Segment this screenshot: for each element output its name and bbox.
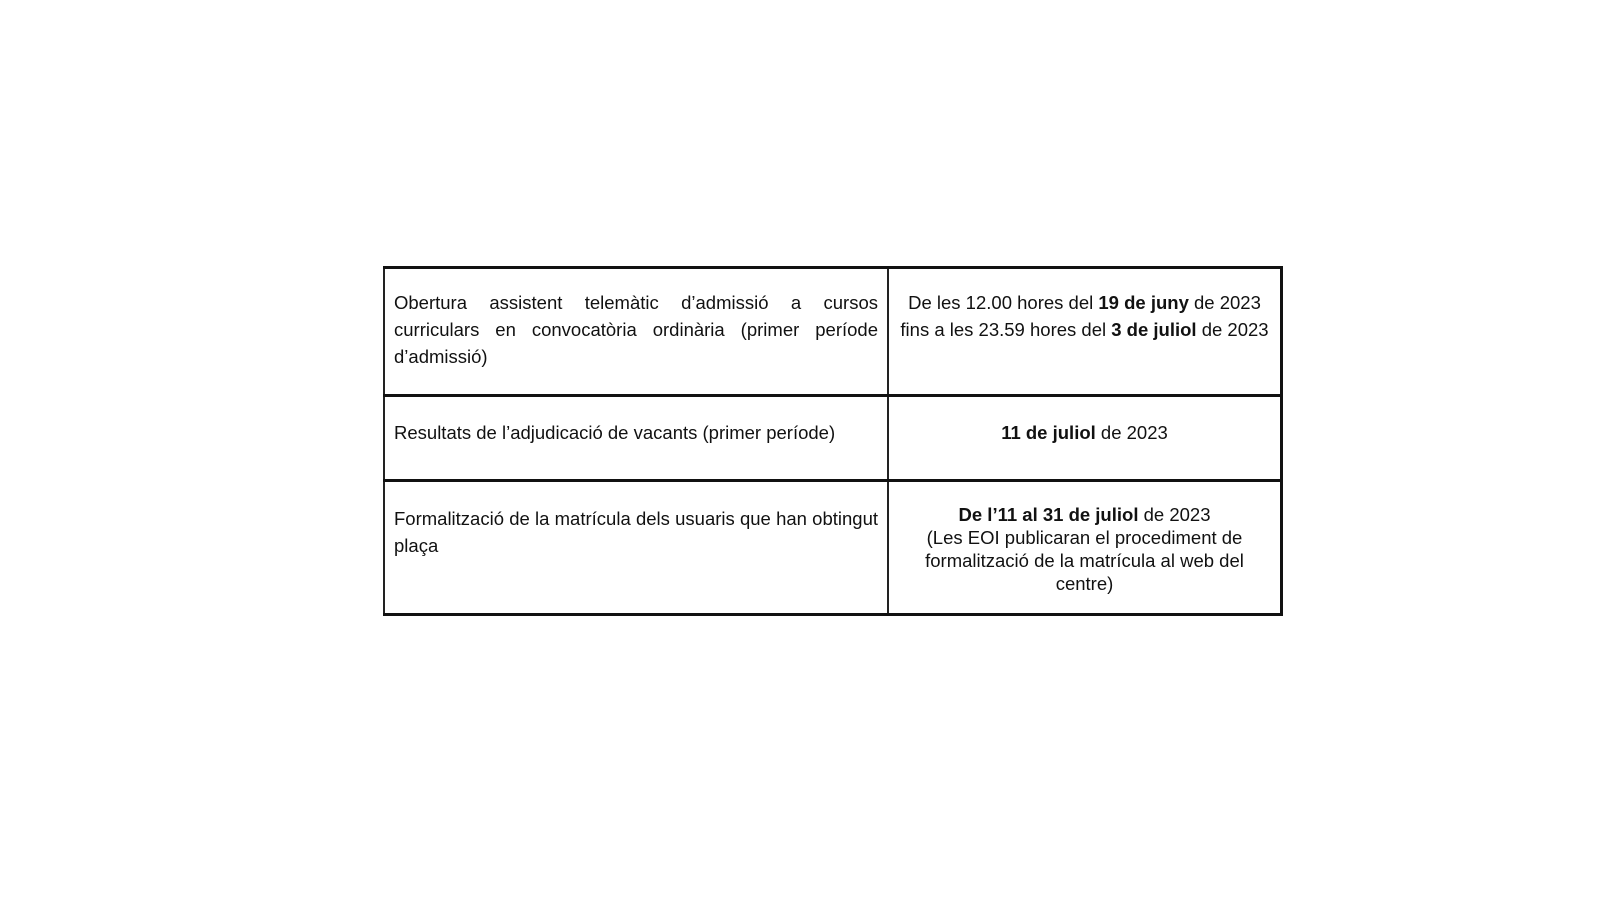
row-description: Formalització de la matrícula dels usuaris que han obtingut plaça bbox=[384, 481, 888, 615]
admission-schedule-table bbox=[383, 266, 1283, 616]
date-text: de 2023 fins a les 23.59 hores del bbox=[900, 292, 1261, 340]
date-highlight: 3 de juliol bbox=[1111, 319, 1197, 340]
date-text: de 2023 bbox=[1196, 319, 1269, 340]
date-text: de 2023 bbox=[1138, 504, 1211, 525]
date-highlight: 19 de juny bbox=[1098, 292, 1189, 313]
row-description: Obertura assistent telemàtic d’admissió a cursos curriculars en convocatòria ordinària (primer període d’admissió) bbox=[384, 268, 888, 396]
table-row bbox=[384, 396, 1282, 481]
row-date bbox=[888, 481, 1282, 615]
row-date bbox=[888, 396, 1282, 481]
date-line bbox=[899, 503, 1270, 526]
date-highlight: De l’11 al 31 de juliol bbox=[958, 504, 1139, 525]
date-text: De les 12.00 hores del bbox=[908, 292, 1099, 313]
date-note: (Les EOI publicaran el procediment de formalització de la matrícula al web del centre) bbox=[925, 527, 1244, 594]
row-date bbox=[888, 268, 1282, 396]
table-row bbox=[384, 268, 1282, 396]
table-row bbox=[384, 481, 1282, 615]
row-description: Resultats de l’adjudicació de vacants (primer període) bbox=[384, 396, 888, 481]
date-text: de 2023 bbox=[1095, 422, 1168, 443]
date-highlight: 11 de juliol bbox=[1001, 422, 1096, 443]
